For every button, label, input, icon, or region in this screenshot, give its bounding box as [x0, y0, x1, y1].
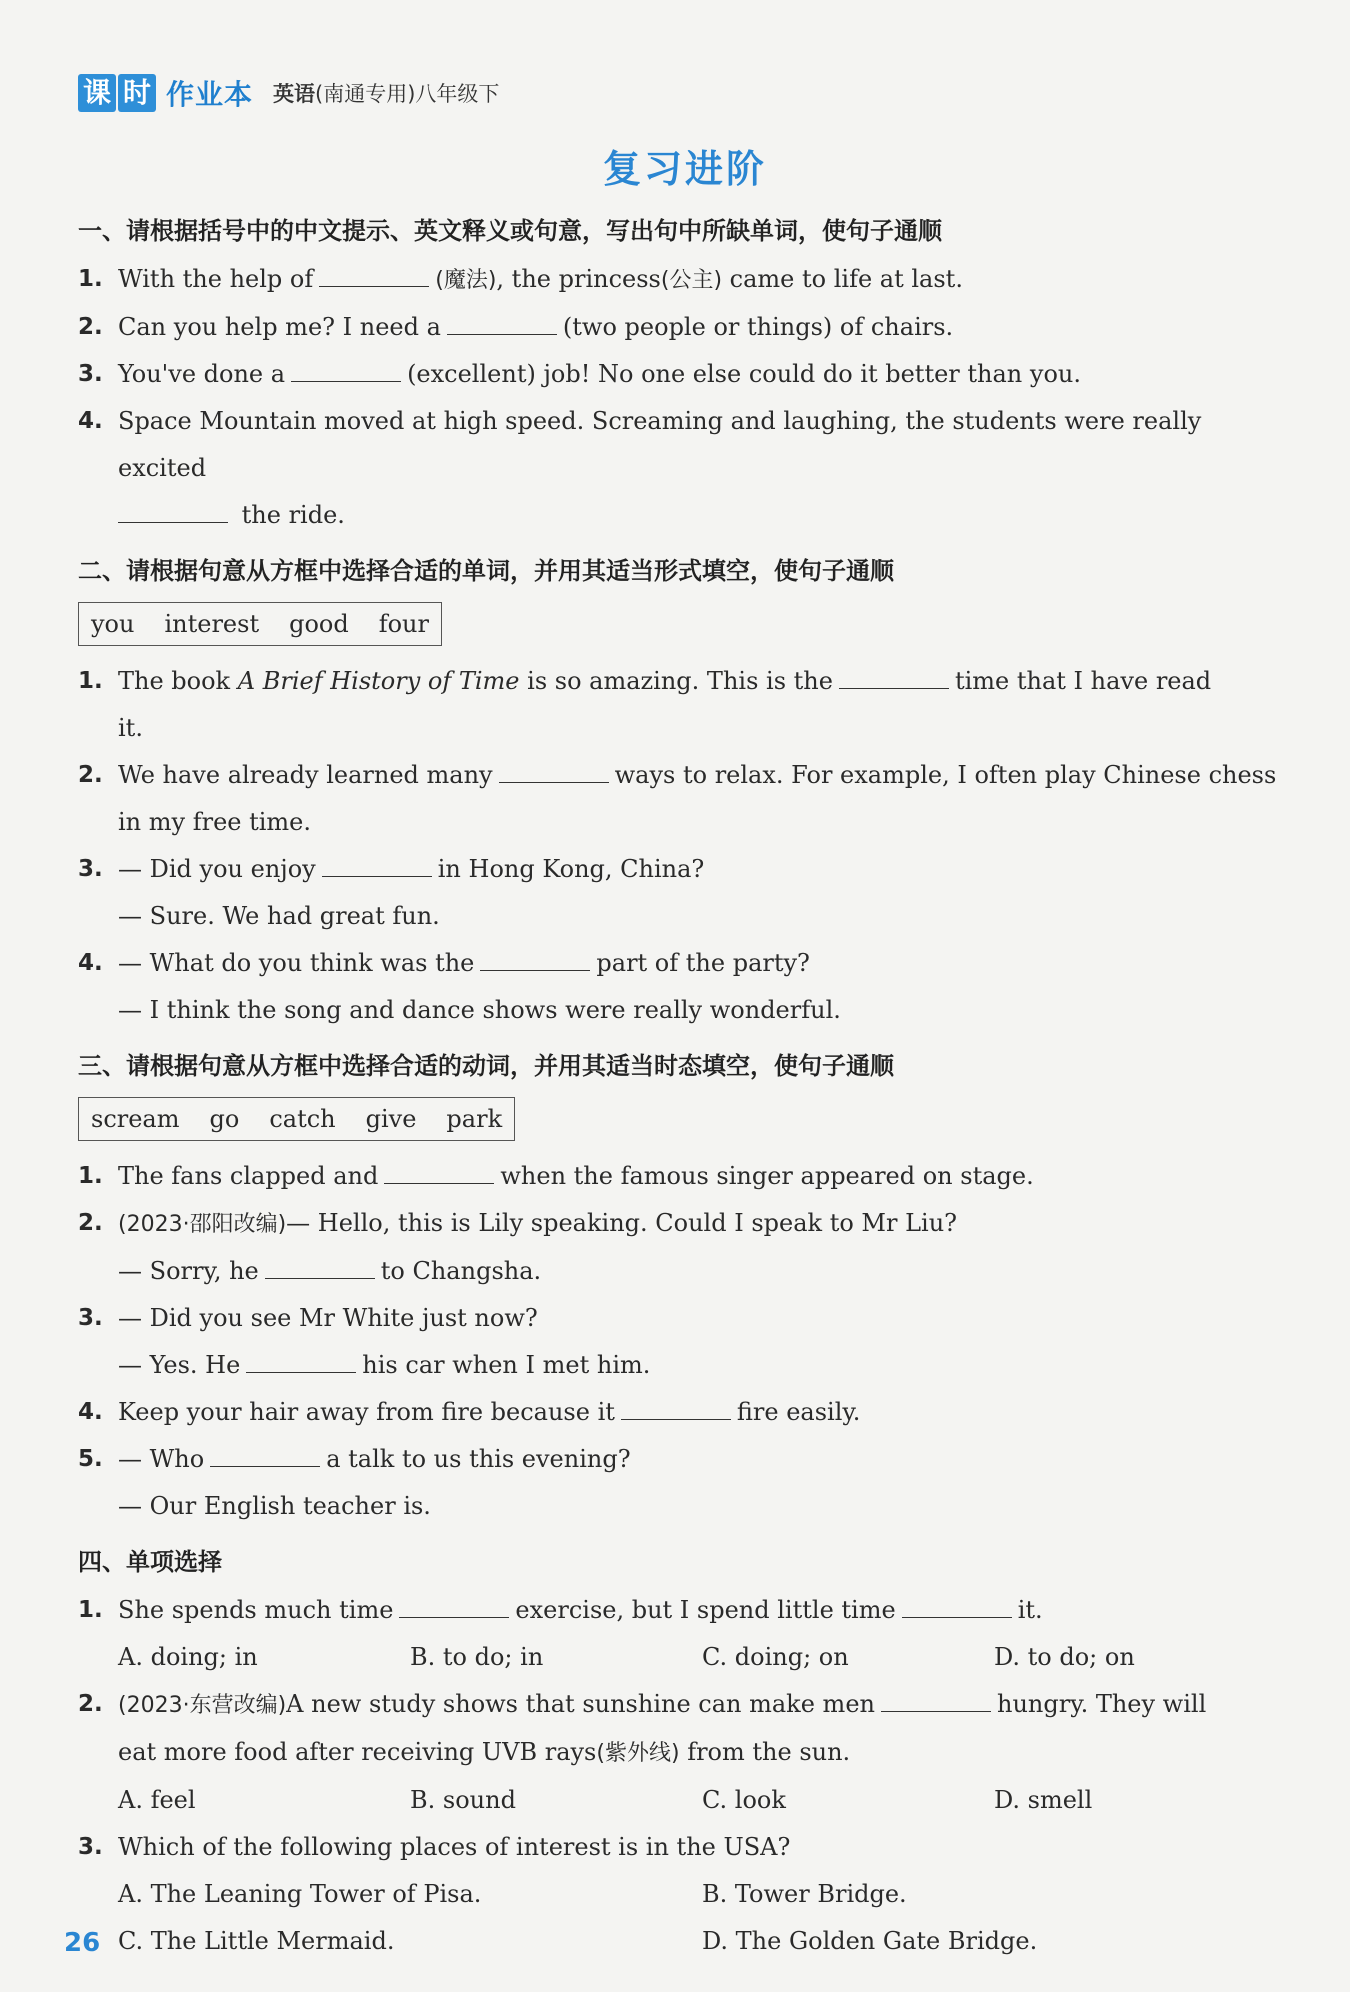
question-text: exercise, but I spend little time	[515, 1596, 896, 1624]
answer-blank[interactable]	[322, 854, 432, 877]
hint-text: (魔法)	[435, 268, 497, 293]
question-2-1	[78, 658, 1292, 705]
answer-blank[interactable]	[246, 1350, 356, 1373]
question-2-3	[78, 846, 1292, 893]
question-1-2	[78, 304, 1292, 351]
question-4-2-cont	[78, 1729, 1292, 1777]
question-text: part of the party?	[596, 949, 810, 977]
question-2-2-cont: in my free time.	[118, 808, 312, 836]
page-number: 26	[64, 1928, 101, 1958]
question-3-5	[78, 1436, 1292, 1483]
question-text: — Who	[118, 1445, 205, 1473]
section-4-title: 四、单项选择	[78, 1548, 222, 1576]
question-text: You've done a	[118, 360, 286, 388]
answer-blank[interactable]	[265, 1256, 375, 1279]
section-3-title: 三、请根据句意从方框中选择合适的动词，并用其适当时态填空，使句子通顺	[78, 1052, 894, 1080]
question-text: The fans clapped and	[118, 1162, 379, 1190]
answer-blank[interactable]	[447, 312, 557, 335]
option-a[interactable]: A. doing; in	[118, 1643, 258, 1671]
question-3-2-answer	[78, 1248, 1292, 1295]
option-b[interactable]: B. sound	[410, 1786, 516, 1814]
answer-blank[interactable]	[881, 1689, 991, 1712]
question-2-2	[78, 752, 1292, 799]
option-d[interactable]: D. The Golden Gate Bridge.	[702, 1927, 1038, 1955]
question-text: (two people or things) of chairs.	[562, 313, 954, 341]
source-note: (2023·邵阳改编)	[118, 1212, 287, 1237]
question-text: Keep your hair away from fire because it	[118, 1398, 615, 1426]
question-1-3	[78, 351, 1292, 398]
question-text: Can you help me? I need a	[118, 313, 441, 341]
question-text: The book	[118, 667, 231, 695]
question-text: is so amazing. This is the	[527, 667, 833, 695]
question-text: time that I have read	[954, 667, 1212, 695]
question-2-3-answer: — Sure. We had great fun.	[118, 902, 440, 930]
options-4-3-row2	[78, 1918, 1292, 1965]
question-text: from the sun.	[687, 1738, 851, 1766]
option-c[interactable]: C. look	[702, 1786, 786, 1814]
section-1-title: 一、请根据括号中的中文提示、英文释义或句意，写出句中所缺单词，使句子通顺	[78, 217, 942, 245]
question-4-1	[78, 1587, 1292, 1634]
option-a[interactable]: A. feel	[118, 1786, 196, 1814]
question-text: in Hong Kong, China?	[437, 855, 705, 883]
options-4-3-row1	[78, 1871, 1292, 1918]
question-text: his car when I met him.	[362, 1351, 651, 1379]
question-number: 1.	[78, 1597, 103, 1623]
question-1-1	[78, 256, 1292, 304]
subject-label	[273, 78, 499, 108]
question-4-2	[78, 1681, 1292, 1729]
question-4-3	[78, 1824, 1292, 1871]
question-number: 1.	[78, 1163, 103, 1189]
options-4-1	[78, 1634, 1292, 1681]
question-number: 2.	[78, 314, 103, 340]
option-b[interactable]: B. Tower Bridge.	[702, 1880, 907, 1908]
question-number: 5.	[78, 1446, 103, 1472]
word-box-3	[78, 1097, 515, 1141]
question-text: — Yes. He	[118, 1351, 241, 1379]
word-box-2	[78, 602, 442, 646]
option-c[interactable]: C. doing; on	[702, 1643, 849, 1671]
page-title: 复习进阶	[602, 147, 767, 191]
answer-blank[interactable]	[839, 666, 949, 689]
question-text: — Did you enjoy	[118, 855, 316, 883]
question-number: 3.	[78, 1834, 103, 1860]
question-text: Which of the following places of interest is in the USA?	[118, 1833, 791, 1861]
question-number: 3.	[78, 856, 103, 882]
source-note: (2023·东营改编)	[118, 1693, 287, 1718]
brand-tile-2: 时	[118, 74, 156, 112]
question-text: eat more food after receiving UVB rays	[118, 1738, 597, 1766]
question-text: a talk to us this evening?	[326, 1445, 631, 1473]
question-1-4-cont	[78, 492, 1292, 539]
question-number: 2.	[78, 762, 103, 788]
brand-logo	[78, 73, 253, 113]
question-3-5-answer: — Our English teacher is.	[118, 1492, 431, 1520]
word-option: good	[289, 610, 349, 638]
answer-blank[interactable]	[399, 1595, 509, 1618]
hint-text: (公主)	[660, 268, 723, 293]
question-number: 2.	[78, 1691, 103, 1717]
question-2-4	[78, 940, 1292, 987]
question-number: 4.	[78, 950, 103, 976]
question-text: — Did you see Mr White just now?	[118, 1304, 538, 1332]
word-option: catch	[269, 1105, 336, 1133]
question-text: when the famous singer appeared on stage.	[500, 1162, 1034, 1190]
question-text: to Changsha.	[380, 1257, 542, 1285]
subject-rest: (南通专用)八年级下	[315, 82, 500, 106]
word-option: go	[209, 1105, 240, 1133]
question-text: — Sorry, he	[118, 1257, 259, 1285]
question-text: fire easily.	[736, 1398, 861, 1426]
question-3-1	[78, 1153, 1292, 1200]
question-text: hungry. They will	[996, 1690, 1207, 1718]
question-number: 4.	[78, 1399, 103, 1425]
question-text: ways to relax. For example, I often play Chinese chess	[614, 761, 1277, 789]
question-number: 1.	[78, 668, 103, 694]
question-text: the ride.	[241, 501, 345, 529]
section-2-title: 二、请根据句意从方框中选择合适的单词，并用其适当形式填空，使句子通顺	[78, 557, 894, 585]
word-option: four	[378, 610, 429, 638]
options-4-2	[78, 1777, 1292, 1824]
answer-blank[interactable]	[902, 1595, 1012, 1618]
answer-blank[interactable]	[319, 264, 429, 287]
question-text: came to life at last.	[729, 265, 963, 293]
question-text: (excellent) job! No one else could do it better than you.	[407, 360, 1081, 388]
question-3-3	[78, 1295, 1292, 1342]
question-text: She spends much time	[118, 1596, 394, 1624]
answer-blank[interactable]	[384, 1161, 494, 1184]
question-text: Space Mountain moved at high speed. Screaming and laughing, the students were really excited	[118, 407, 1202, 482]
word-option: give	[365, 1105, 417, 1133]
answer-blank[interactable]	[480, 948, 590, 971]
question-2-1-cont: it.	[118, 714, 143, 742]
question-number: 3.	[78, 1305, 103, 1331]
question-number: 3.	[78, 361, 103, 387]
question-text: , the princess	[496, 265, 661, 293]
answer-blank[interactable]	[291, 359, 401, 382]
question-3-4	[78, 1389, 1292, 1436]
word-option: you	[91, 610, 135, 638]
option-d[interactable]: D. smell	[994, 1786, 1093, 1814]
question-3-2	[78, 1200, 1292, 1248]
answer-blank[interactable]	[499, 760, 609, 783]
question-text: We have already learned many	[118, 761, 493, 789]
question-3-3-answer	[78, 1342, 1292, 1389]
answer-blank[interactable]	[210, 1444, 320, 1467]
answer-blank[interactable]	[621, 1397, 731, 1420]
subject-bold: 英语	[273, 82, 316, 106]
book-title: A Brief History of Time	[237, 667, 520, 695]
question-2-4-answer: — I think the song and dance shows were really wonderful.	[118, 996, 841, 1024]
option-b[interactable]: B. to do; in	[410, 1643, 544, 1671]
word-option: scream	[91, 1105, 180, 1133]
question-text: A new study shows that sunshine can make men	[286, 1690, 875, 1718]
question-number: 4.	[78, 408, 103, 434]
question-text: it.	[1017, 1596, 1043, 1624]
answer-blank[interactable]	[118, 500, 228, 523]
header	[78, 70, 1292, 116]
question-text: — What do you think was the	[118, 949, 475, 977]
word-option: interest	[164, 610, 260, 638]
question-text: With the help of	[118, 265, 314, 293]
question-number: 1.	[78, 266, 103, 292]
brand-name: 作业本	[166, 78, 254, 111]
option-c[interactable]: C. The Little Mermaid.	[118, 1927, 395, 1955]
hint-text: (紫外线)	[596, 1741, 680, 1766]
option-d[interactable]: D. to do; on	[994, 1643, 1135, 1671]
option-a[interactable]: A. The Leaning Tower of Pisa.	[118, 1880, 482, 1908]
word-option: park	[446, 1105, 503, 1133]
question-text: — Hello, this is Lily speaking. Could I speak to Mr Liu?	[286, 1209, 958, 1237]
question-1-4	[78, 398, 1292, 492]
brand-tile-1: 课	[78, 74, 116, 112]
question-number: 2.	[78, 1210, 103, 1236]
